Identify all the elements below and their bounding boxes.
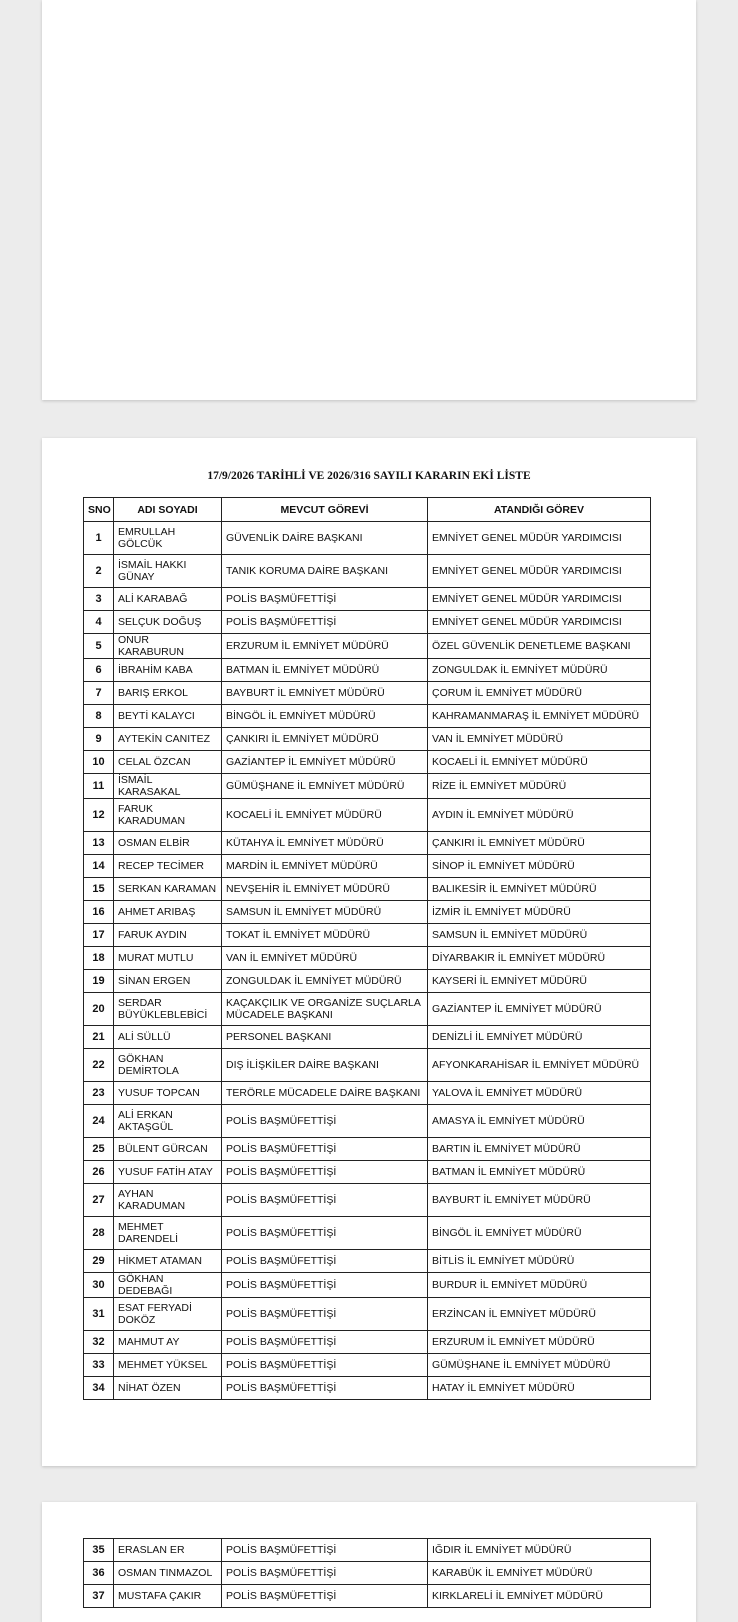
cell-current-duty: BİNGÖL İL EMNİYET MÜDÜRÜ	[222, 705, 428, 728]
cell-sno: 15	[84, 878, 114, 901]
cell-current-duty: KAÇAKÇILIK VE ORGANİZE SUÇLARLA MÜCADELE BAŞKANI	[222, 993, 428, 1026]
table-row	[84, 832, 651, 855]
cell-sno: 17	[84, 924, 114, 947]
table-row	[84, 555, 651, 588]
cell-current-duty: POLİS BAŞMÜFETTİŞİ	[222, 611, 428, 634]
cell-sno: 23	[84, 1082, 114, 1105]
table-row	[84, 1273, 651, 1298]
cell-assigned-duty: GÜMÜŞHANE İL EMNİYET MÜDÜRÜ	[428, 1354, 651, 1377]
cell-name: SERKAN KARAMAN	[114, 878, 222, 901]
table-row	[84, 659, 651, 682]
header-assigned-duty: ATANDIĞI GÖREV	[428, 498, 651, 522]
cell-assigned-duty: BATMAN İL EMNİYET MÜDÜRÜ	[428, 1161, 651, 1184]
cell-name: İSMAİL KARASAKAL	[114, 774, 222, 799]
cell-sno: 2	[84, 555, 114, 588]
cell-assigned-duty: ÇORUM İL EMNİYET MÜDÜRÜ	[428, 682, 651, 705]
table-row	[84, 1331, 651, 1354]
document-page-next	[42, 1502, 696, 1622]
cell-current-duty: PERSONEL BAŞKANI	[222, 1026, 428, 1049]
table-row	[84, 588, 651, 611]
document-page	[42, 438, 696, 1466]
cell-assigned-duty: IĞDIR İL EMNİYET MÜDÜRÜ	[428, 1539, 651, 1562]
cell-sno: 3	[84, 588, 114, 611]
cell-assigned-duty: RİZE İL EMNİYET MÜDÜRÜ	[428, 774, 651, 799]
cell-sno: 36	[84, 1562, 114, 1585]
cell-name: MURAT MUTLU	[114, 947, 222, 970]
table-row	[84, 751, 651, 774]
cell-current-duty: NEVŞEHİR İL EMNİYET MÜDÜRÜ	[222, 878, 428, 901]
cell-current-duty: POLİS BAŞMÜFETTİŞİ	[222, 1161, 428, 1184]
cell-current-duty: KOCAELİ İL EMNİYET MÜDÜRÜ	[222, 799, 428, 832]
cell-assigned-duty: HATAY İL EMNİYET MÜDÜRÜ	[428, 1377, 651, 1400]
cell-assigned-duty: EMNİYET GENEL MÜDÜR YARDIMCISI	[428, 588, 651, 611]
cell-sno: 24	[84, 1105, 114, 1138]
cell-assigned-duty: KARABÜK İL EMNİYET MÜDÜRÜ	[428, 1562, 651, 1585]
table-row	[84, 705, 651, 728]
table-row	[84, 1161, 651, 1184]
cell-name: ALİ KARABAĞ	[114, 588, 222, 611]
cell-sno: 37	[84, 1585, 114, 1608]
cell-name: OSMAN TINMAZOL	[114, 1562, 222, 1585]
cell-sno: 27	[84, 1184, 114, 1217]
cell-current-duty: TERÖRLE MÜCADELE DAİRE BAŞKANI	[222, 1082, 428, 1105]
table-row	[84, 1539, 651, 1562]
cell-assigned-duty: BURDUR İL EMNİYET MÜDÜRÜ	[428, 1273, 651, 1298]
table-row	[84, 924, 651, 947]
cell-name: BARIŞ ERKOL	[114, 682, 222, 705]
cell-assigned-duty: SİNOP İL EMNİYET MÜDÜRÜ	[428, 855, 651, 878]
cell-sno: 13	[84, 832, 114, 855]
cell-current-duty: GÜMÜŞHANE İL EMNİYET MÜDÜRÜ	[222, 774, 428, 799]
table-row	[84, 728, 651, 751]
cell-name: SİNAN ERGEN	[114, 970, 222, 993]
appointments-table-continued	[83, 1538, 651, 1608]
cell-sno: 33	[84, 1354, 114, 1377]
cell-current-duty: GÜVENLİK DAİRE BAŞKANI	[222, 522, 428, 555]
cell-assigned-duty: AFYONKARAHİSAR İL EMNİYET MÜDÜRÜ	[428, 1049, 651, 1082]
cell-name: CELAL ÖZCAN	[114, 751, 222, 774]
cell-assigned-duty: BİTLİS İL EMNİYET MÜDÜRÜ	[428, 1250, 651, 1273]
header-sno: SNO	[84, 498, 114, 522]
cell-sno: 10	[84, 751, 114, 774]
table-header-row	[84, 498, 651, 522]
header-name: ADI SOYADI	[114, 498, 222, 522]
cell-assigned-duty: ÇANKIRI İL EMNİYET MÜDÜRÜ	[428, 832, 651, 855]
cell-sno: 16	[84, 901, 114, 924]
cell-name: NİHAT ÖZEN	[114, 1377, 222, 1400]
cell-current-duty: POLİS BAŞMÜFETTİŞİ	[222, 1585, 428, 1608]
cell-sno: 34	[84, 1377, 114, 1400]
cell-name: BÜLENT GÜRCAN	[114, 1138, 222, 1161]
table-body	[84, 522, 651, 1400]
cell-sno: 20	[84, 993, 114, 1026]
cell-sno: 5	[84, 634, 114, 659]
cell-current-duty: POLİS BAŞMÜFETTİŞİ	[222, 1539, 428, 1562]
header-current-duty: MEVCUT GÖREVİ	[222, 498, 428, 522]
cell-sno: 7	[84, 682, 114, 705]
cell-assigned-duty: AMASYA İL EMNİYET MÜDÜRÜ	[428, 1105, 651, 1138]
cell-current-duty: ZONGULDAK İL EMNİYET MÜDÜRÜ	[222, 970, 428, 993]
cell-sno: 29	[84, 1250, 114, 1273]
appointments-table	[83, 497, 651, 1400]
cell-current-duty: SAMSUN İL EMNİYET MÜDÜRÜ	[222, 901, 428, 924]
cell-sno: 12	[84, 799, 114, 832]
cell-sno: 14	[84, 855, 114, 878]
cell-current-duty: BATMAN İL EMNİYET MÜDÜRÜ	[222, 659, 428, 682]
cell-current-duty: BAYBURT İL EMNİYET MÜDÜRÜ	[222, 682, 428, 705]
table-row	[84, 993, 651, 1026]
cell-current-duty: POLİS BAŞMÜFETTİŞİ	[222, 588, 428, 611]
cell-assigned-duty: KAYSERİ İL EMNİYET MÜDÜRÜ	[428, 970, 651, 993]
table-row	[84, 1298, 651, 1331]
cell-name: İSMAİL HAKKI GÜNAY	[114, 555, 222, 588]
cell-assigned-duty: ERZİNCAN İL EMNİYET MÜDÜRÜ	[428, 1298, 651, 1331]
cell-name: RECEP TECİMER	[114, 855, 222, 878]
cell-name: ALİ SÜLLÜ	[114, 1026, 222, 1049]
cell-current-duty: POLİS BAŞMÜFETTİŞİ	[222, 1217, 428, 1250]
cell-current-duty: POLİS BAŞMÜFETTİŞİ	[222, 1138, 428, 1161]
cell-current-duty: MARDİN İL EMNİYET MÜDÜRÜ	[222, 855, 428, 878]
cell-sno: 1	[84, 522, 114, 555]
table-row	[84, 1049, 651, 1082]
cell-sno: 6	[84, 659, 114, 682]
cell-sno: 21	[84, 1026, 114, 1049]
cell-name: SERDAR BÜYÜKLEBLEBİCİ	[114, 993, 222, 1026]
cell-current-duty: KÜTAHYA İL EMNİYET MÜDÜRÜ	[222, 832, 428, 855]
cell-assigned-duty: KAHRAMANMARAŞ İL EMNİYET MÜDÜRÜ	[428, 705, 651, 728]
cell-name: GÖKHAN DEMİRTOLA	[114, 1049, 222, 1082]
cell-sno: 35	[84, 1539, 114, 1562]
cell-name: AYHAN KARADUMAN	[114, 1184, 222, 1217]
cell-sno: 8	[84, 705, 114, 728]
table-row	[84, 1354, 651, 1377]
cell-current-duty: POLİS BAŞMÜFETTİŞİ	[222, 1250, 428, 1273]
table-row	[84, 1217, 651, 1250]
table-row	[84, 947, 651, 970]
cell-name: ERASLAN ER	[114, 1539, 222, 1562]
cell-assigned-duty: VAN İL EMNİYET MÜDÜRÜ	[428, 728, 651, 751]
cell-current-duty: DIŞ İLİŞKİLER DAİRE BAŞKANI	[222, 1049, 428, 1082]
cell-name: HİKMET ATAMAN	[114, 1250, 222, 1273]
cell-name: MUSTAFA ÇAKIR	[114, 1585, 222, 1608]
blank-document-page	[42, 0, 696, 400]
cell-name: AYTEKİN CANITEZ	[114, 728, 222, 751]
cell-current-duty: POLİS BAŞMÜFETTİŞİ	[222, 1331, 428, 1354]
cell-name: MAHMUT AY	[114, 1331, 222, 1354]
cell-assigned-duty: EMNİYET GENEL MÜDÜR YARDIMCISI	[428, 611, 651, 634]
table-row	[84, 1585, 651, 1608]
cell-current-duty: TOKAT İL EMNİYET MÜDÜRÜ	[222, 924, 428, 947]
table-row	[84, 1105, 651, 1138]
cell-assigned-duty: KIRKLARELİ İL EMNİYET MÜDÜRÜ	[428, 1585, 651, 1608]
cell-name: YUSUF TOPCAN	[114, 1082, 222, 1105]
cell-name: İBRAHİM KABA	[114, 659, 222, 682]
cell-current-duty: POLİS BAŞMÜFETTİŞİ	[222, 1298, 428, 1331]
cell-assigned-duty: BALIKESİR İL EMNİYET MÜDÜRÜ	[428, 878, 651, 901]
table-row	[84, 611, 651, 634]
cell-name: FARUK AYDIN	[114, 924, 222, 947]
cell-name: ESAT FERYADİ DOKÖZ	[114, 1298, 222, 1331]
cell-current-duty: POLİS BAŞMÜFETTİŞİ	[222, 1562, 428, 1585]
cell-name: BEYTİ KALAYCI	[114, 705, 222, 728]
cell-current-duty: POLİS BAŞMÜFETTİŞİ	[222, 1184, 428, 1217]
table-row	[84, 1184, 651, 1217]
cell-current-duty: POLİS BAŞMÜFETTİŞİ	[222, 1354, 428, 1377]
table-row	[84, 1250, 651, 1273]
cell-sno: 30	[84, 1273, 114, 1298]
cell-assigned-duty: DENİZLİ İL EMNİYET MÜDÜRÜ	[428, 1026, 651, 1049]
cell-name: MEHMET YÜKSEL	[114, 1354, 222, 1377]
table-row	[84, 682, 651, 705]
cell-sno: 31	[84, 1298, 114, 1331]
table-body-continued	[84, 1539, 651, 1608]
cell-assigned-duty: EMNİYET GENEL MÜDÜR YARDIMCISI	[428, 522, 651, 555]
cell-current-duty: TANIK KORUMA DAİRE BAŞKANI	[222, 555, 428, 588]
table-row	[84, 970, 651, 993]
cell-name: EMRULLAH GÖLCÜK	[114, 522, 222, 555]
table-row	[84, 1562, 651, 1585]
table-row	[84, 799, 651, 832]
cell-name: MEHMET DARENDELİ	[114, 1217, 222, 1250]
cell-sno: 25	[84, 1138, 114, 1161]
table-row	[84, 855, 651, 878]
cell-assigned-duty: BARTIN İL EMNİYET MÜDÜRÜ	[428, 1138, 651, 1161]
cell-name: GÖKHAN DEDEBAĞI	[114, 1273, 222, 1298]
table-row	[84, 878, 651, 901]
cell-sno: 28	[84, 1217, 114, 1250]
table-row	[84, 1377, 651, 1400]
cell-assigned-duty: ERZURUM İL EMNİYET MÜDÜRÜ	[428, 1331, 651, 1354]
cell-name: YUSUF FATİH ATAY	[114, 1161, 222, 1184]
cell-name: OSMAN ELBİR	[114, 832, 222, 855]
cell-assigned-duty: KOCAELİ İL EMNİYET MÜDÜRÜ	[428, 751, 651, 774]
table-row	[84, 522, 651, 555]
table-row	[84, 1082, 651, 1105]
cell-assigned-duty: ZONGULDAK İL EMNİYET MÜDÜRÜ	[428, 659, 651, 682]
cell-sno: 11	[84, 774, 114, 799]
cell-current-duty: ERZURUM İL EMNİYET MÜDÜRÜ	[222, 634, 428, 659]
cell-assigned-duty: EMNİYET GENEL MÜDÜR YARDIMCISI	[428, 555, 651, 588]
cell-current-duty: POLİS BAŞMÜFETTİŞİ	[222, 1105, 428, 1138]
cell-current-duty: GAZİANTEP İL EMNİYET MÜDÜRÜ	[222, 751, 428, 774]
table-row	[84, 901, 651, 924]
cell-assigned-duty: ÖZEL GÜVENLİK DENETLEME BAŞKANI	[428, 634, 651, 659]
cell-sno: 32	[84, 1331, 114, 1354]
cell-assigned-duty: İZMİR İL EMNİYET MÜDÜRÜ	[428, 901, 651, 924]
table-row	[84, 1138, 651, 1161]
cell-sno: 18	[84, 947, 114, 970]
cell-assigned-duty: SAMSUN İL EMNİYET MÜDÜRÜ	[428, 924, 651, 947]
cell-current-duty: POLİS BAŞMÜFETTİŞİ	[222, 1377, 428, 1400]
cell-name: AHMET ARIBAŞ	[114, 901, 222, 924]
cell-sno: 26	[84, 1161, 114, 1184]
cell-current-duty: ÇANKIRI İL EMNİYET MÜDÜRÜ	[222, 728, 428, 751]
cell-name: SELÇUK DOĞUŞ	[114, 611, 222, 634]
cell-assigned-duty: BAYBURT İL EMNİYET MÜDÜRÜ	[428, 1184, 651, 1217]
cell-assigned-duty: BİNGÖL İL EMNİYET MÜDÜRÜ	[428, 1217, 651, 1250]
cell-sno: 22	[84, 1049, 114, 1082]
table-row	[84, 634, 651, 659]
cell-name: ONUR KARABURUN	[114, 634, 222, 659]
cell-assigned-duty: YALOVA İL EMNİYET MÜDÜRÜ	[428, 1082, 651, 1105]
cell-assigned-duty: GAZİANTEP İL EMNİYET MÜDÜRÜ	[428, 993, 651, 1026]
cell-name: FARUK KARADUMAN	[114, 799, 222, 832]
document-title: 17/9/2026 TARİHLİ VE 2026/316 SAYILI KARARIN EKİ LİSTE	[207, 470, 531, 482]
cell-current-duty: POLİS BAŞMÜFETTİŞİ	[222, 1273, 428, 1298]
table-row	[84, 1026, 651, 1049]
cell-current-duty: VAN İL EMNİYET MÜDÜRÜ	[222, 947, 428, 970]
cell-assigned-duty: DİYARBAKIR İL EMNİYET MÜDÜRÜ	[428, 947, 651, 970]
cell-name: ALİ ERKAN AKTAŞGÜL	[114, 1105, 222, 1138]
cell-sno: 4	[84, 611, 114, 634]
cell-sno: 9	[84, 728, 114, 751]
table-row	[84, 774, 651, 799]
cell-sno: 19	[84, 970, 114, 993]
cell-assigned-duty: AYDIN İL EMNİYET MÜDÜRÜ	[428, 799, 651, 832]
